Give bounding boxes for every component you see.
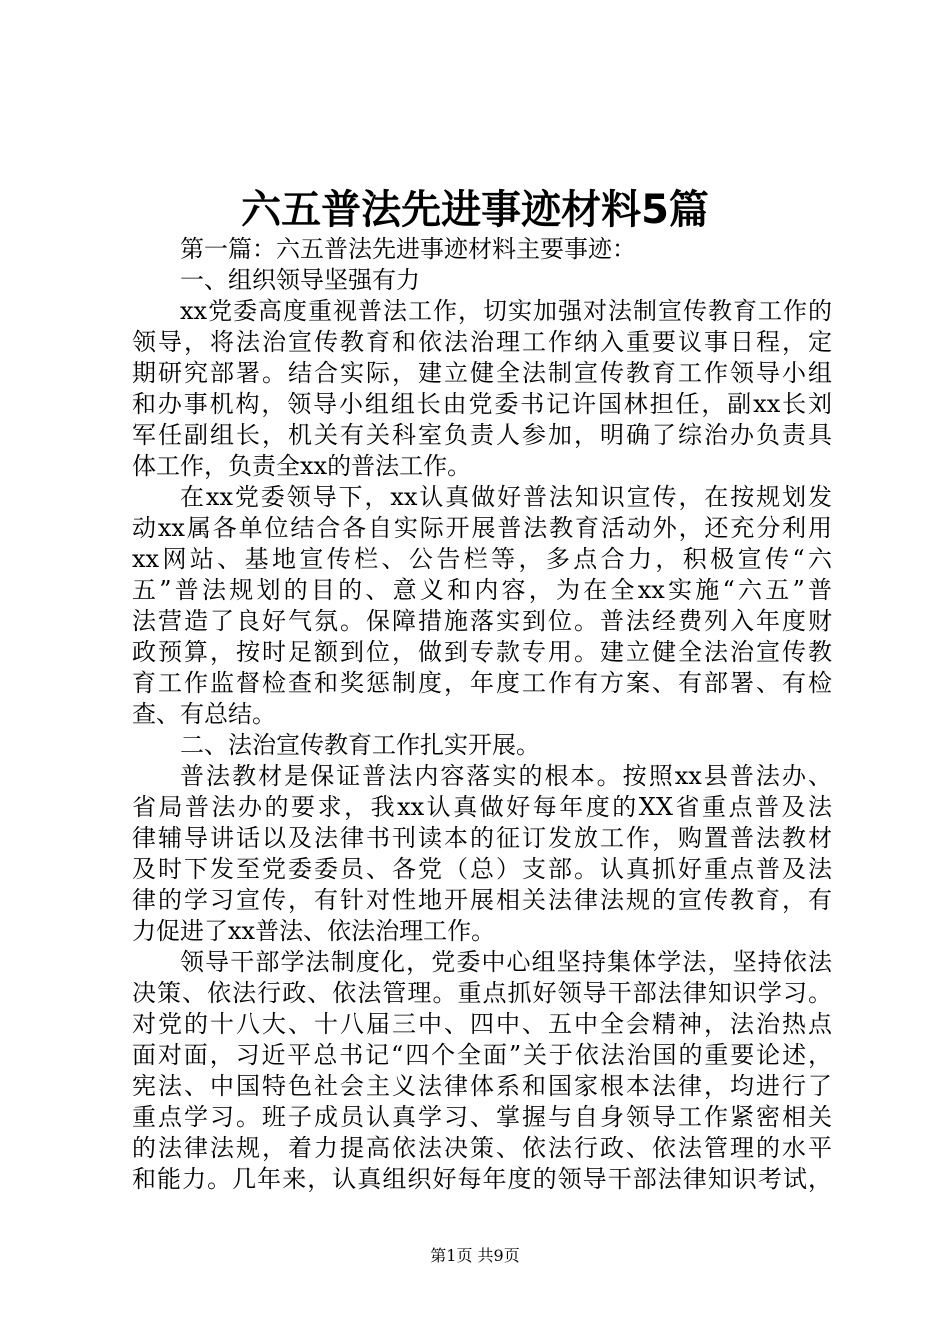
text-line: 及时下发至党委委员、各党（总）支部。认真抓好重点普及法 <box>132 855 832 883</box>
text-line: 育工作监督检查和奖惩制度，年度工作有方案、有部署、有检 <box>132 669 832 697</box>
text-line: 一、组织领导坚强有力 <box>180 266 420 294</box>
document-title: 六五普法先进事迹材料5篇 <box>241 187 709 233</box>
text-line: 第一篇：六五普法先进事迹材料主要事迹： <box>180 235 636 263</box>
page-footer: 第1页 共9页 <box>430 1246 520 1265</box>
paragraph <box>132 234 832 265</box>
text-line: 领导干部学法制度化，党委中心组坚持集体学法，坚持依法 <box>180 948 832 976</box>
text-line: 律辅导讲话以及法律书刊读本的征订发放工作，购置普法教材 <box>132 824 832 852</box>
text-line: 二、法治宣传教育工作扎实开展。 <box>180 731 540 759</box>
text-line: 决策、依法行政、依法管理。重点抓好领导干部法律知识学习。 <box>132 979 832 1007</box>
text-line: 律的学习宣传，有针对性地开展相关法律法规的宣传教育，有 <box>132 886 832 914</box>
text-line: 体工作，负责全xx的普法工作。 <box>132 452 472 480</box>
text-line: 领导，将法治宣传教育和依法治理工作纳入重要议事日程，定 <box>132 328 832 356</box>
paragraph <box>132 296 832 482</box>
document-body <box>132 234 832 1195</box>
text-line: 期研究部署。结合实际，建立健全法制宣传教育工作领导小组 <box>132 359 832 387</box>
text-line: 动xx属各单位结合各自实际开展普法教育活动外，还充分利用 <box>132 514 832 542</box>
text-line: xx网站、基地宣传栏、公告栏等，多点合力，积极宣传“六 <box>132 545 832 573</box>
text-line: 五”普法规划的目的、意义和内容，为在全xx实施“六五”普 <box>132 576 832 604</box>
text-line: 在xx党委领导下，xx认真做好普法知识宣传，在按规划发 <box>180 483 832 511</box>
text-line: 力促进了xx普法、依法治理工作。 <box>132 917 496 945</box>
paragraph <box>132 265 832 296</box>
text-line: 宪法、中国特色社会主义法律体系和国家根本法律，均进行了 <box>132 1072 832 1100</box>
text-line: 重点学习。班子成员认真学习、掌握与自身领导工作紧密相关 <box>132 1103 832 1131</box>
paragraph <box>132 730 832 761</box>
text-line: xx党委高度重视普法工作，切实加强对法制宣传教育工作的 <box>180 297 832 325</box>
text-line: 省局普法办的要求，我xx认真做好每年度的XX省重点普及法 <box>132 793 832 821</box>
paragraph <box>132 761 832 947</box>
paragraph <box>132 482 832 730</box>
text-line: 面对面，习近平总书记“四个全面”关于依法治国的重要论述， <box>132 1041 832 1069</box>
text-line: 和办事机构，领导小组组长由党委书记许国林担任，副xx长刘 <box>132 390 832 418</box>
text-line: 对党的十八大、十八届三中、四中、五中全会精神，法治热点 <box>132 1010 832 1038</box>
text-line: 普法教材是保证普法内容落实的根本。按照xx县普法办、 <box>180 762 832 790</box>
text-line: 政预算，按时足额到位，做到专款专用。建立健全法治宣传教 <box>132 638 832 666</box>
text-line: 和能力。几年来，认真组织好每年度的领导干部法律知识考试， <box>132 1165 832 1193</box>
paragraph <box>132 947 832 1195</box>
text-line: 军任副组长，机关有关科室负责人参加，明确了综治办负责具 <box>132 421 832 449</box>
text-line: 查、有总结。 <box>132 700 276 728</box>
text-line: 的法律法规，着力提高依法决策、依法行政、依法管理的水平 <box>132 1134 832 1162</box>
text-line: 法营造了良好气氛。保障措施落实到位。普法经费列入年度财 <box>132 607 832 635</box>
